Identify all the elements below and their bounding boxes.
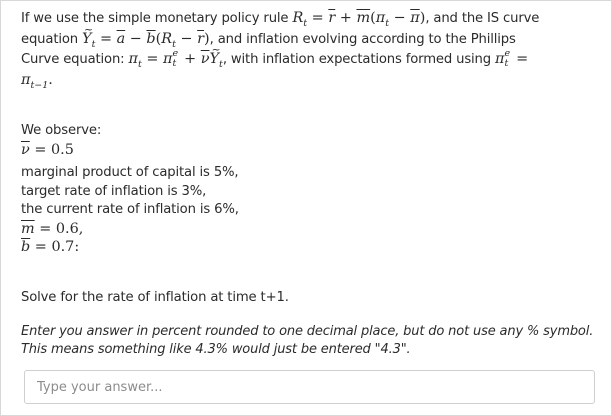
observe-label: We observe: — [21, 123, 102, 138]
intro-line-3 — [21, 50, 596, 71]
m-value: 0.6, — [55, 220, 84, 237]
intro-text-1: If we use the simple monetary policy rule — [21, 11, 289, 26]
intro-text-2: , and the IS curve — [425, 11, 540, 26]
nu-value-line: ν = 0.5 — [21, 141, 74, 158]
b-value: 0.7: — [51, 239, 80, 255]
intro-line-4 — [21, 71, 596, 92]
answer-input[interactable] — [24, 370, 595, 404]
task-text: Solve for the rate of inflation at time t+1. — [21, 290, 289, 305]
lagged-inflation-formula: $\pi_{t-1}$. — [21, 71, 53, 91]
intro-line-1 — [21, 9, 596, 30]
policy-rule-formula: $R_t = r + m(\pi_t - \pi)$ — [292, 10, 426, 29]
intro-text-6: , with inflation expectations formed using — [222, 52, 491, 68]
nu-value: 0.5 — [50, 141, 74, 158]
is-curve-formula: ~ $Y_t = a - b(R_t - r)$ — [82, 31, 210, 47]
instruction-line-1: Enter you answer in percent rounded to one decimal place, but do not use any % symbol. — [21, 324, 594, 339]
given-values — [21, 122, 596, 257]
b-value-line: b = 0.7: — [21, 239, 80, 255]
intro-text-4: , and inflation evolving according to the Phillips — [209, 31, 516, 47]
intro-text-5: Curve equation: — [21, 52, 125, 68]
intro-text-3: equation — [21, 31, 78, 47]
target-inflation-line: target rate of inflation is 3%, — [21, 183, 207, 199]
current-inflation-line: the current rate of inflation is 6%, — [21, 202, 239, 217]
instruction-line-2: This means something like 4.3% would just be entered "4.3". — [21, 342, 411, 357]
m-value-line: m = 0.6, — [21, 220, 84, 237]
phillips-curve-formula: $\pi_t = \pi$ e t + ν~ $Y_t$ — [129, 51, 223, 67]
mpk-line: marginal product of capital is 5%, — [21, 165, 239, 180]
expectations-formula: π e t = — [495, 48, 529, 70]
instructions — [21, 323, 596, 359]
question-intro — [21, 9, 596, 91]
